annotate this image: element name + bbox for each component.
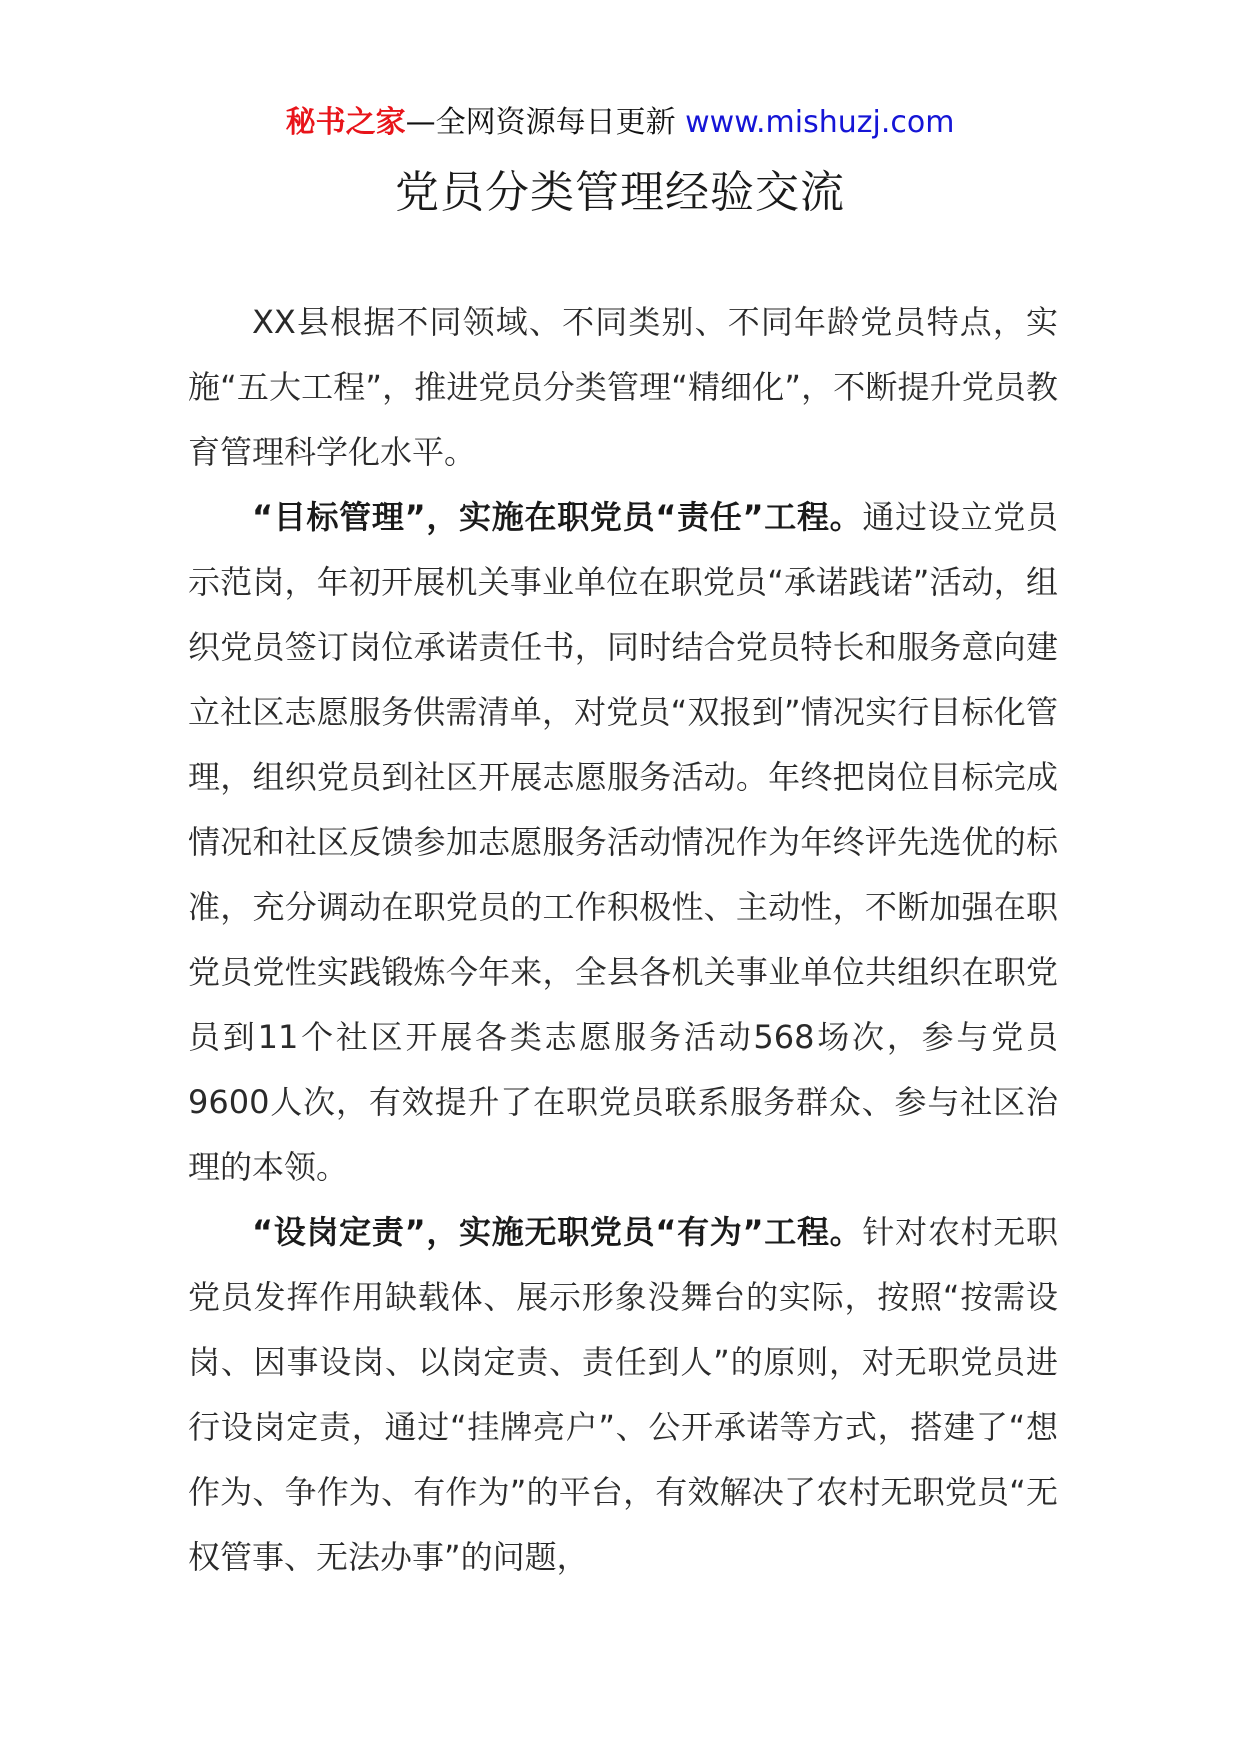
paragraph-target-management [188, 485, 1058, 1200]
paragraph-text: 通过设立党员示范岗，年初开展机关事业单位在职党员“承诺践诺”活动，组织党员签订岗位承诺责任书，同时结合党员特长和服务意向建立社区志愿服务供需清单，对党员“双报到”情况实行目标化管理，组织党员到社区开展志愿服务活动。年终把岗位目标完成情况和社区反馈参加志愿服务活动情况作为年终评先选优的标准，充分调动在职党员的工作积极性、主动性，不断加强在职党员党性实践锻炼今年来，全县各机关事业单位共组织在职党员到11个社区开展各类志愿服务活动568场次，参与党员9600人次，有效提升了在职党员联系服务群众、参与社区治理的本领。 [188, 498, 1058, 1186]
document-title: 党员分类管理经验交流 [395, 167, 845, 218]
site-banner [0, 103, 1240, 143]
paragraph-heading: “目标管理”，实施在职党员“责任”工程。 [252, 498, 863, 536]
paragraph-heading: “设岗定责”，实施无职党员“有为”工程。 [252, 1213, 863, 1251]
site-url-link[interactable]: www.mishuzj.com [685, 105, 955, 140]
document-body [188, 290, 1058, 1590]
brand-name: 秘书之家 [285, 105, 406, 140]
banner-tagline: —全网资源每日更新 [405, 105, 676, 140]
paragraph-intro [188, 290, 1058, 485]
paragraph-text: 针对农村无职党员发挥作用缺载体、展示形象没舞台的实际，按照“按需设岗、因事设岗、以岗定责、责任到人”的原则，对无职党员进行设岗定责，通过“挂牌亮户”、公开承诺等方式，搭建了“想作为、争作为、有作为”的平台，有效解决了农村无职党员“无权管事、无法办事”的问题， [188, 1213, 1058, 1576]
paragraph-text: XX县根据不同领域、不同类别、不同年龄党员特点，实施“五大工程”，推进党员分类管理“精细化”，不断提升党员教育管理科学化水平。 [188, 303, 1058, 471]
paragraph-post-setting [188, 1200, 1058, 1590]
